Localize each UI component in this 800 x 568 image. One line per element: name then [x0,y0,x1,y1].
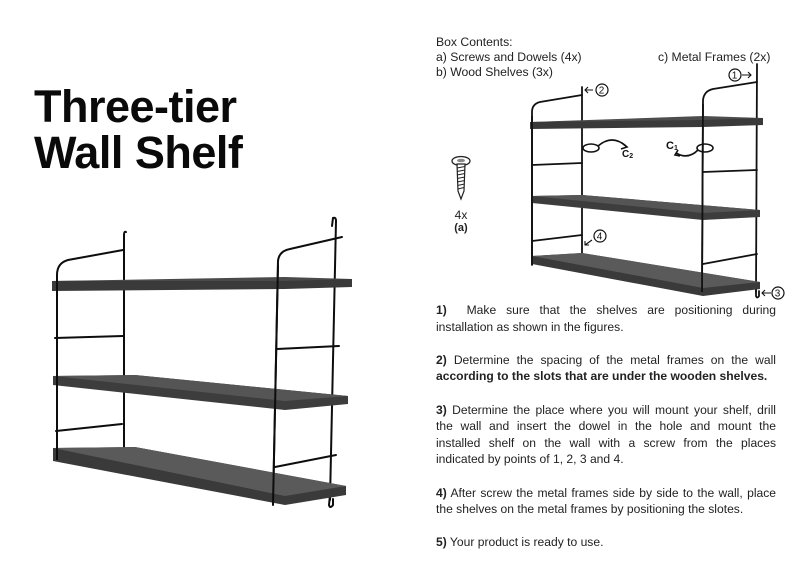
step-1 [436,302,776,335]
box-item-screws: a) Screws and Dowels (4x) [436,50,582,64]
callout-2 [585,84,608,97]
title-line-2: Wall Shelf [34,127,243,178]
step-bold-text: according to the slots that are under the wooden shelves. [436,369,768,384]
step-text: Determine the place where you will mount your shelf, drill the wall and insert the dowel in the hole and mount the installed shelf on the wall with a screw from the places indicated by points of 1, 2, 3 and 4. [436,402,776,467]
svg-text:2: 2 [598,85,605,97]
page-title [34,81,243,178]
frame-label-c1: C1 [666,140,678,152]
box-item-frames: c) Metal Frames (2x) [658,50,771,64]
box-item-shelves: b) Wood Shelves (3x) [436,65,553,79]
shelf-product-illustration [40,205,370,525]
step-number: 3) [436,402,447,417]
step-text: After screw the metal frames side by side to the wall, place the shelves on the metal frames by positioning the slotes. [436,485,776,517]
screw-icon [450,155,472,201]
title-line-1: Three-tier [34,81,237,132]
callout-4 [585,230,606,245]
callout-3 [762,287,784,300]
svg-text:3: 3 [774,288,781,300]
step-4 [436,485,776,518]
screw-tag: (a) [454,222,468,234]
frame-label-c2: C2 [622,149,634,160]
callout-1 [729,69,751,82]
screw-part [446,155,476,245]
step-number: 2) [436,352,447,367]
step-number: 5) [436,535,447,550]
assembly-diagram [520,60,800,305]
svg-text:1: 1 [731,70,738,82]
screw-quantity: 4x [454,208,468,222]
svg-text:4: 4 [596,231,603,243]
step-5 [436,534,776,551]
step-number: 1) [436,303,447,317]
step-text: Your product is ready to use. [449,535,604,550]
instructions [436,302,776,568]
step-2 [436,352,776,385]
step-number: 4) [436,485,447,500]
step-text: Determine the spacing of the metal frames on the wall [453,352,776,367]
step-3 [436,402,776,468]
box-contents-heading: Box Contents: [436,35,513,49]
step-text: Make sure that the shelves are positioning during installation as shown in the figures. [436,303,776,334]
